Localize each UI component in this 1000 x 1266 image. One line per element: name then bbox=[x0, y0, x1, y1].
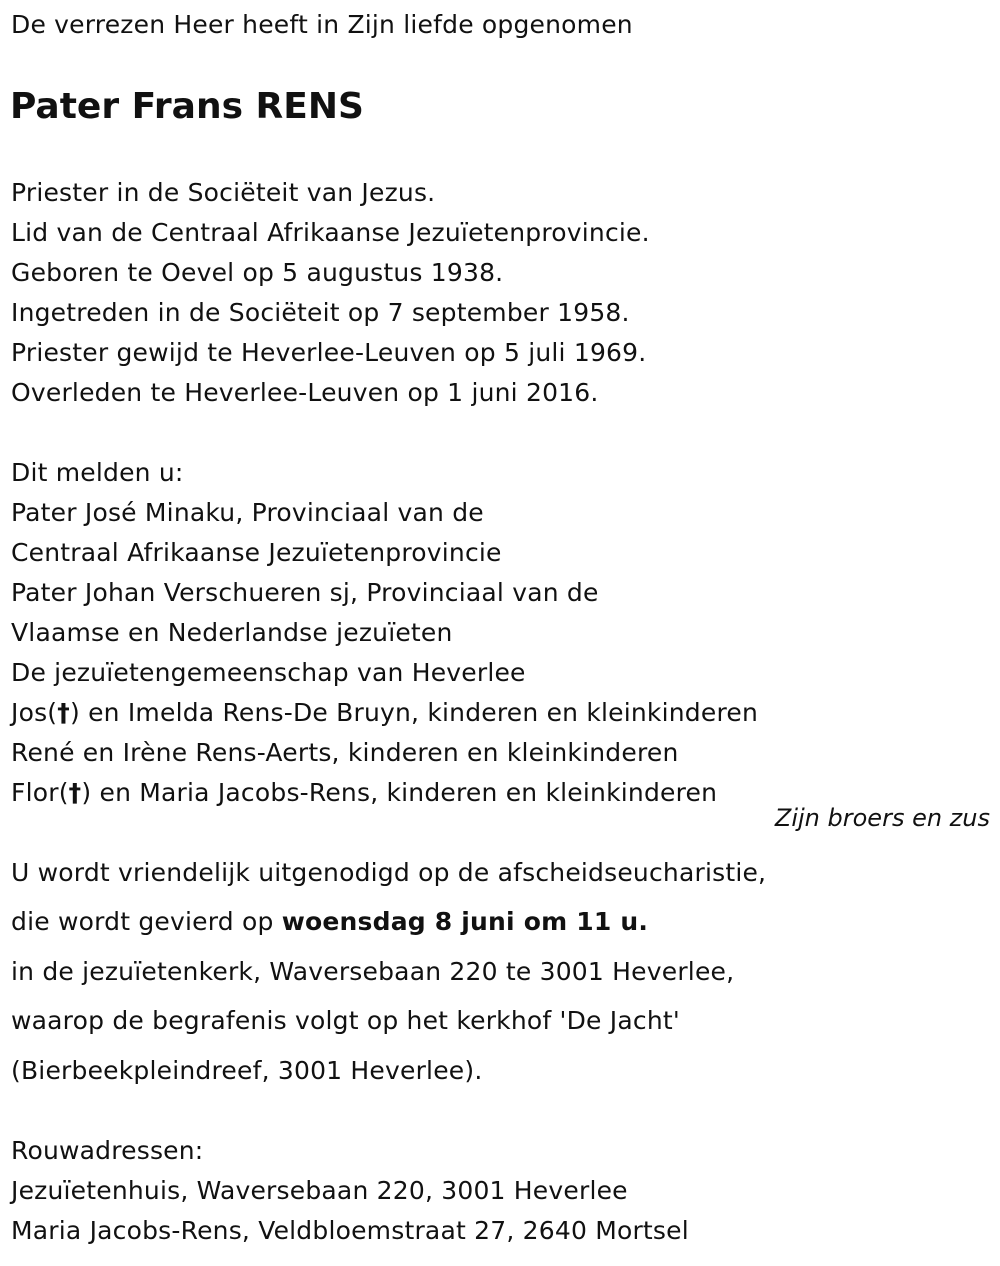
ceremony-line: in de jezuïetenkerk, Waversebaan 220 te 3001 Heverlee, bbox=[11, 957, 735, 986]
cross-icon: † bbox=[68, 778, 82, 807]
announcer-line: Pater José Minaku, Provinciaal van de bbox=[11, 498, 484, 527]
family-line-rest: en Imelda Rens-De Bruyn, kinderen en kleinkinderen bbox=[79, 698, 759, 727]
ceremony-line: waarop de begrafenis volgt op het kerkhof 'De Jacht' bbox=[11, 1006, 680, 1035]
bio-line: Geboren te Oevel op 5 augustus 1938. bbox=[11, 258, 504, 287]
family-member-name: René en Irène Rens-Aerts, kinderen en kleinkinderen bbox=[11, 738, 679, 767]
announcer-line: Pater Johan Verschueren sj, Provinciaal van de bbox=[11, 578, 599, 607]
family-member-name: Jos bbox=[11, 698, 48, 727]
ceremony-date: woensdag 8 juni om 11 u. bbox=[281, 907, 649, 936]
announcer-line: De jezuïetengemeenschap van Heverlee bbox=[11, 658, 526, 687]
ceremony-text: die wordt gevierd op bbox=[11, 907, 282, 936]
address-line: Maria Jacobs-Rens, Veldbloemstraat 27, 2640 Mortsel bbox=[11, 1216, 689, 1245]
family-line: Flor(†) en Maria Jacobs-Rens, kinderen en kleinkinderen bbox=[11, 778, 718, 807]
address-line: Jezuïetenhuis, Waversebaan 220, 3001 Heverlee bbox=[11, 1176, 628, 1205]
addresses-heading: Rouwadressen: bbox=[11, 1136, 204, 1165]
family-line: Jos(†) en Imelda Rens-De Bruyn, kinderen en kleinkinderen bbox=[11, 698, 759, 727]
family-line-rest: en Maria Jacobs-Rens, kinderen en kleinkinderen bbox=[91, 778, 718, 807]
bio-line: Priester in de Sociëteit van Jezus. bbox=[11, 178, 436, 207]
announcer-line: Vlaamse en Nederlandse jezuïeten bbox=[11, 618, 453, 647]
intro-text: De verrezen Heer heeft in Zijn liefde opgenomen bbox=[11, 10, 633, 39]
ceremony-line bbox=[11, 907, 648, 937]
family-signature: Zijn broers en zus bbox=[774, 804, 990, 832]
bio-line: Priester gewijd te Heverlee-Leuven op 5 juli 1969. bbox=[11, 338, 647, 367]
bio-line: Ingetreden in de Sociëteit op 7 september 1958. bbox=[11, 298, 630, 327]
ceremony-line: (Bierbeekpleindreef, 3001 Heverlee). bbox=[11, 1056, 483, 1085]
announcer-line: Centraal Afrikaanse Jezuïetenprovincie bbox=[11, 538, 502, 567]
family-line bbox=[11, 738, 679, 768]
bio-line: Lid van de Centraal Afrikaanse Jezuïetenprovincie. bbox=[11, 218, 650, 247]
ceremony-line: U wordt vriendelijk uitgenodigd op de afscheidseucharistie, bbox=[11, 858, 767, 887]
cross-icon: † bbox=[57, 698, 70, 727]
family-member-name: Flor bbox=[11, 778, 59, 807]
bio-line: Overleden te Heverlee-Leuven op 1 juni 2016. bbox=[11, 378, 599, 407]
announcers-heading: Dit melden u: bbox=[11, 458, 184, 487]
deceased-name: Pater Frans RENS bbox=[10, 86, 364, 127]
